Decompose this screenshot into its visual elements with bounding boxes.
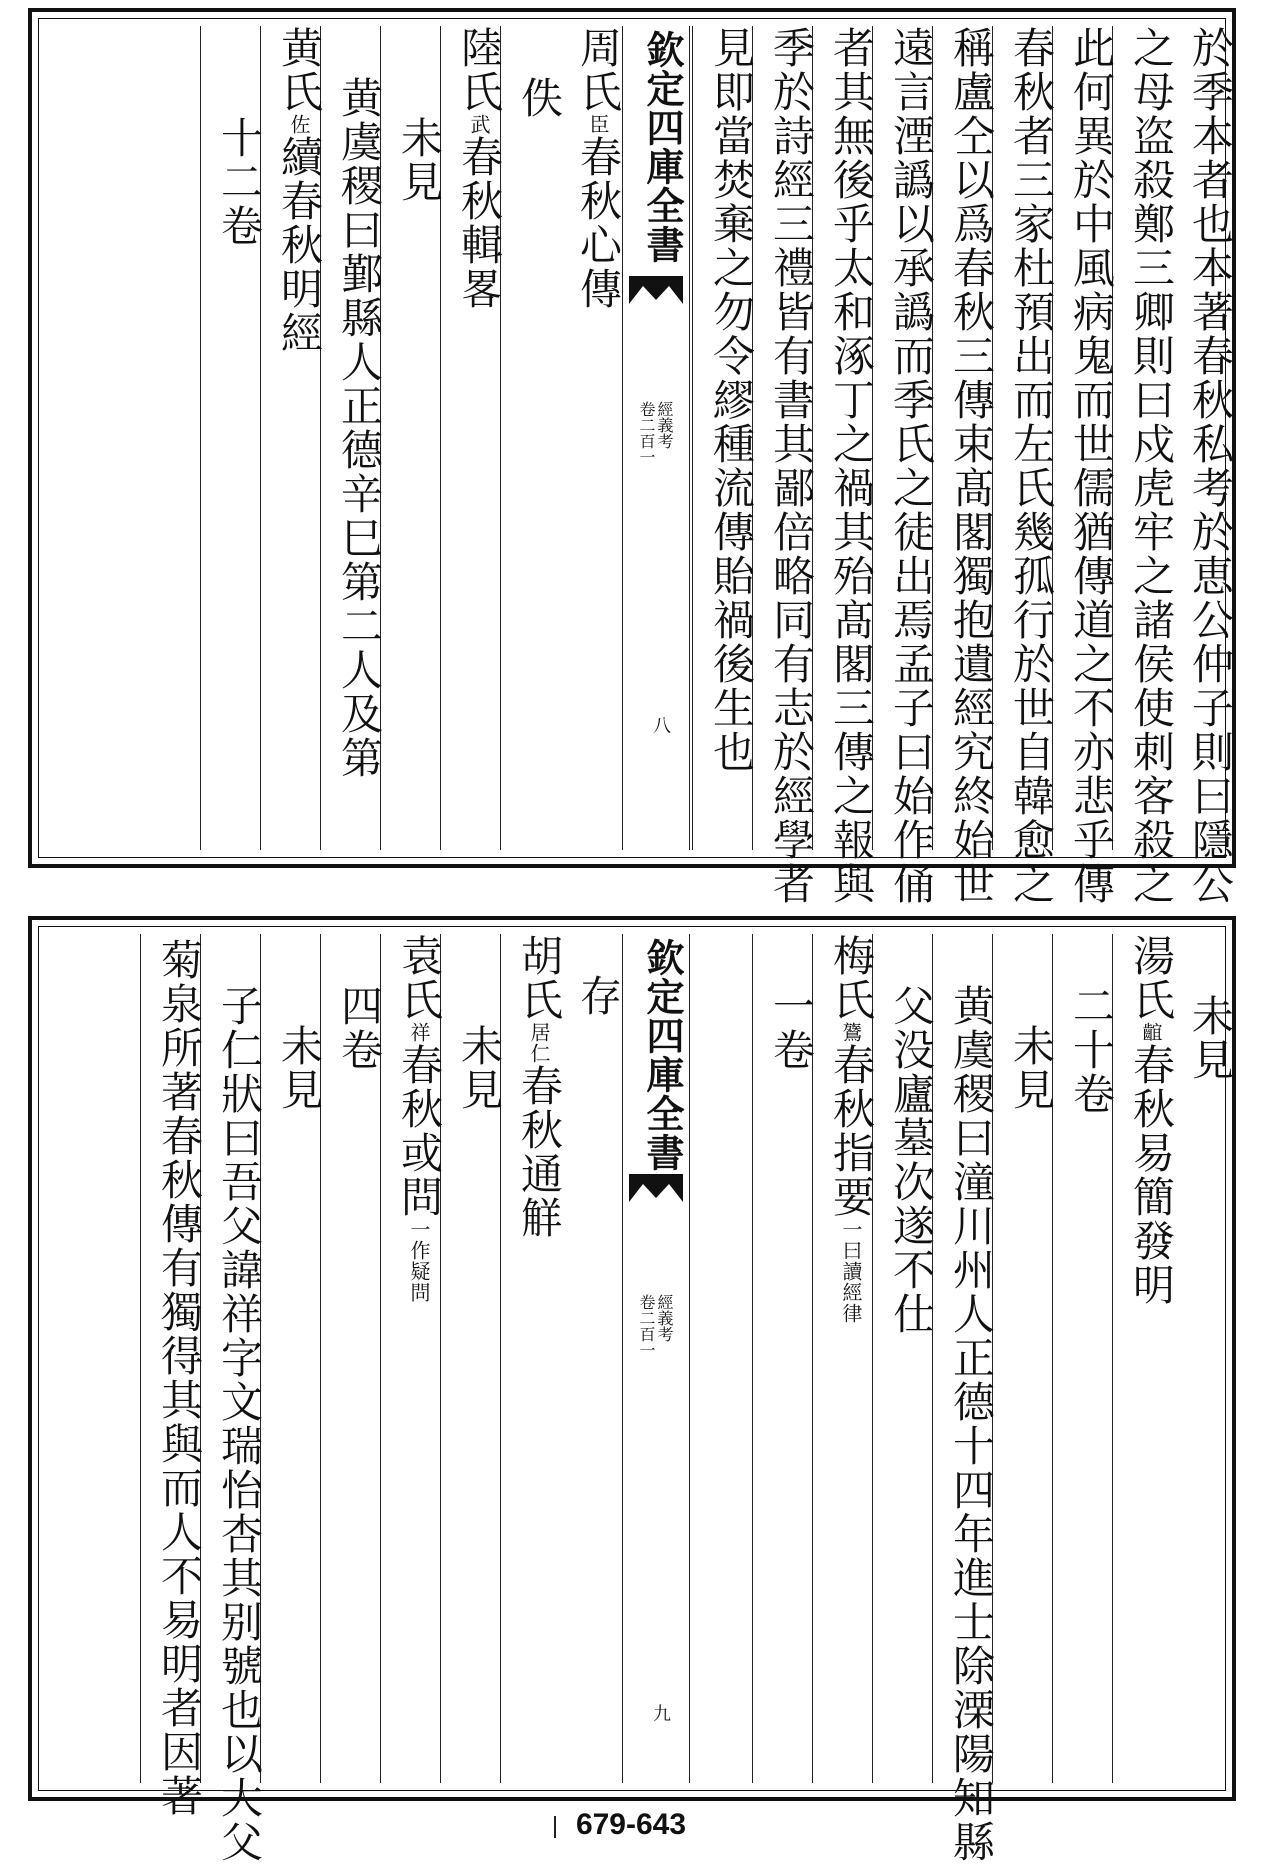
top-page <box>28 8 1236 906</box>
entry-line <box>568 26 628 311</box>
entry-column <box>1112 934 1176 1783</box>
entry-line <box>269 26 329 355</box>
entry-column <box>1052 934 1116 1783</box>
column-text: 於季本者也本著春秋私考於恵公仲子則曰隱公 <box>1186 26 1235 906</box>
status-text: 未見 <box>275 1024 324 1112</box>
fish-tail-mark-icon <box>629 1174 683 1202</box>
column-text: 此何異於中風病鬼而世儒猶傳道之不亦悲乎傳 <box>1067 26 1116 906</box>
page-code: 679-643 <box>575 1808 687 1841</box>
author-note: 鷟 <box>839 1022 863 1043</box>
volume-number: 卷二百一 <box>637 401 656 465</box>
author-note: 臣 <box>586 114 610 135</box>
entry-column <box>200 934 264 1864</box>
center-banner <box>622 26 690 850</box>
entry-line <box>1121 934 1181 1307</box>
work-title: 春秋指要 <box>827 1043 876 1219</box>
entry-column <box>140 934 204 1818</box>
entry-column <box>380 26 444 850</box>
work-alt-title: 一作疑問 <box>407 1219 431 1303</box>
column-text: 者其無後乎太和涿丁之禍其殆髙閣三傳之報與 <box>827 26 876 906</box>
author-name: 梅氏 <box>827 934 876 1022</box>
text-column <box>692 26 756 850</box>
book-title: 經義考 <box>655 401 674 449</box>
text-column <box>1112 26 1176 906</box>
entry-column <box>380 934 444 1783</box>
author-note: 居仁 <box>527 1022 551 1064</box>
author-note: 祥 <box>407 1022 431 1043</box>
entry-column <box>260 934 324 1783</box>
author-note: 𪘲 <box>1139 1022 1163 1043</box>
entry-column <box>560 934 623 1783</box>
entry-column <box>1172 934 1235 1783</box>
entry-column <box>560 26 623 850</box>
fish-tail-mark-icon <box>629 276 683 304</box>
column-text: 稱盧仝以爲春秋三傳束髙閣獨抱遺經究終始世 <box>947 26 996 906</box>
volume-number: 卷二百一 <box>637 1294 656 1358</box>
work-title: 續春秋明經 <box>275 135 324 355</box>
text-column <box>872 26 936 906</box>
author-note: 佐 <box>287 114 311 135</box>
center-banner <box>622 934 690 1783</box>
text-column <box>1052 26 1116 906</box>
author-name: 胡氏 <box>515 934 564 1022</box>
column-text: 季於詩經三禮皆有書其鄙倍略同有志於經學者 <box>767 26 816 906</box>
volume-count: 十二卷 <box>215 116 264 248</box>
work-title: 春秋心傳 <box>574 135 623 311</box>
column-text: 見即當焚棄之勿令繆種流傳貽禍後生也 <box>707 26 756 774</box>
entry-column <box>872 934 936 1783</box>
status-text: 未見 <box>395 116 444 204</box>
column-text: 春秋者三家杜預出而左氏幾孤行於世自韓愈之 <box>1007 26 1056 906</box>
status-text: 佚 <box>515 76 564 120</box>
entry-column <box>320 934 384 1783</box>
work-title: 春秋通觧 <box>515 1064 564 1240</box>
author-name: 周氏 <box>574 26 623 114</box>
entry-line <box>389 934 449 1303</box>
book-title: 經義考 <box>655 1294 674 1342</box>
banner-title: 欽定四庫全書 <box>640 30 685 264</box>
banner-title: 欽定四庫全書 <box>640 938 685 1172</box>
column-text: 遠言湮譌以承譌而季氏之徒出焉孟子曰始作俑 <box>887 26 936 906</box>
commentary-text: 菊泉所著春秋傳有獨得其與而人不易明者因著 <box>155 938 204 1818</box>
text-column <box>1172 26 1235 906</box>
status-text: 未見 <box>1186 994 1235 1082</box>
entry-column <box>992 934 1056 1783</box>
commentary-text: 黄虞稷曰鄞縣人正德辛巳第二人及第 <box>335 76 384 780</box>
author-name: 袁氏 <box>395 934 444 1022</box>
banner-meta <box>637 1294 673 1358</box>
entry-line <box>449 26 509 311</box>
work-alt-title: 一曰讀經律 <box>839 1219 863 1324</box>
volume-count: 一卷 <box>767 984 816 1072</box>
commentary-text: 子仁狀曰吾父諱祥字文瑞怡杏其别號也以大父 <box>215 984 264 1864</box>
work-title: 春秋輯畧 <box>455 135 504 311</box>
entry-line <box>509 934 569 1240</box>
author-name: 湯氏 <box>1127 934 1176 1022</box>
commentary-text: 黄虞稷曰潼川州人正德十四年進士除溧陽知縣 <box>947 984 996 1864</box>
author-name: 黄氏 <box>275 26 324 114</box>
entry-column <box>500 934 564 1783</box>
entry-column <box>260 26 324 850</box>
commentary-text: 父没廬墓次遂不仕 <box>887 984 936 1336</box>
entry-column <box>440 26 504 850</box>
text-column <box>932 26 996 906</box>
page-number: 八 <box>650 716 671 734</box>
text-column <box>992 26 1056 906</box>
entry-column <box>500 26 564 850</box>
volume-count: 二十卷 <box>1067 984 1116 1116</box>
entry-column <box>320 26 384 850</box>
work-title: 春秋易簡發明 <box>1127 1043 1176 1307</box>
volume-count: 四卷 <box>335 984 384 1072</box>
column-text: 之母盗殺鄭三卿則曰戍虎牢之諸侯使刺客殺之 <box>1127 26 1176 906</box>
entry-column <box>440 934 504 1783</box>
author-note: 武 <box>467 114 491 135</box>
entry-column <box>200 26 264 850</box>
text-column <box>752 26 816 906</box>
page-number: 九 <box>650 1704 671 1722</box>
status-text: 未見 <box>1007 1024 1056 1112</box>
entry-line <box>821 934 881 1324</box>
work-title: 春秋或問 <box>395 1043 444 1219</box>
text-column <box>812 26 876 906</box>
status-text: 存 <box>574 974 623 1018</box>
entry-column <box>812 934 876 1783</box>
entry-column <box>752 934 816 1783</box>
author-name: 陸氏 <box>455 26 504 114</box>
banner-meta <box>637 401 673 465</box>
entry-column <box>932 934 996 1864</box>
status-text: 未見 <box>455 1024 504 1112</box>
